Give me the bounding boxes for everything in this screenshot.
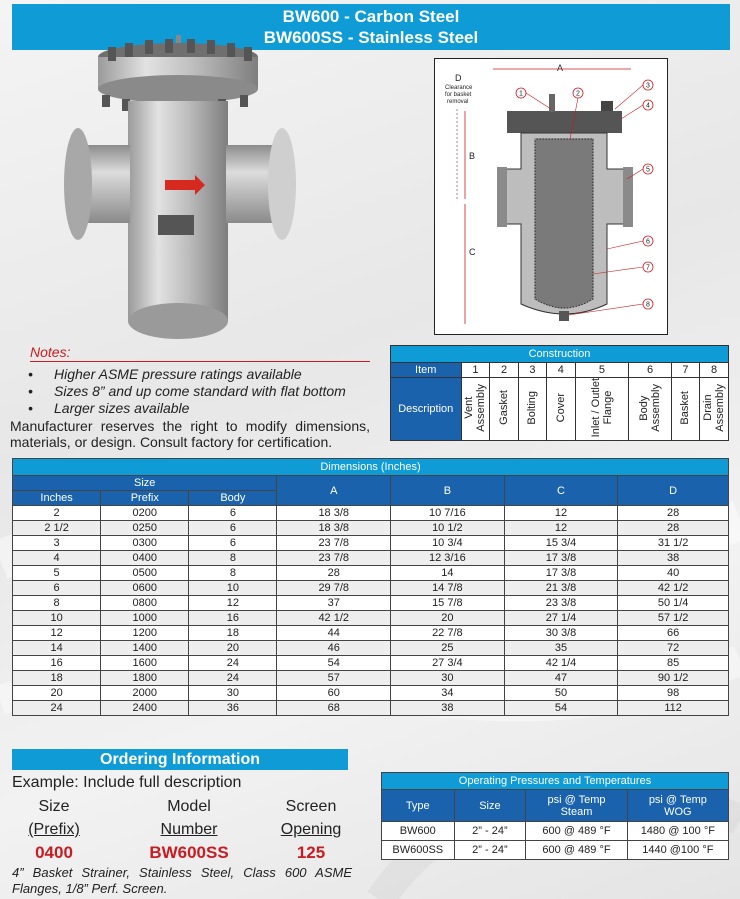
ordering-section [12, 749, 362, 897]
callout-7: 7 [646, 264, 650, 272]
construction-desc: Drain Assembly [702, 383, 727, 432]
dimension-cell: 20 [13, 686, 101, 701]
dimension-cell: 15 3/4 [504, 536, 618, 551]
dimension-cell: 57 1/2 [618, 611, 729, 626]
construction-item-label: Item [391, 363, 462, 378]
notes-list [10, 366, 380, 417]
dimension-cell: 1200 [101, 626, 189, 641]
dimension-cell: 37 [277, 596, 391, 611]
dimension-cell: 12 [504, 506, 618, 521]
dimension-row [13, 521, 729, 536]
callout-1: 1 [519, 90, 523, 98]
dimension-cell: 24 [189, 656, 277, 671]
notes-section [10, 344, 380, 450]
ordering-col-screen [276, 795, 346, 864]
callout-2: 2 [576, 90, 580, 98]
diagram-label-b: B [469, 151, 476, 161]
dimension-cell: 10 1/2 [391, 521, 505, 536]
dimension-cell: 20 [189, 641, 277, 656]
col-d-header: D [618, 476, 729, 506]
dimension-cell: 68 [277, 701, 391, 716]
dimension-cell: 5 [13, 566, 101, 581]
dimension-cell: 0200 [101, 506, 189, 521]
op-cell: BW600 [382, 822, 455, 841]
note-item: • Higher ASME pressure ratings available [28, 366, 380, 383]
ordering-col-size [12, 795, 96, 864]
op-temp-title: Operating Pressures and Temperatures [382, 773, 729, 790]
construction-desc-label: Description [391, 378, 462, 441]
ordering-col-sublabel: (Prefix) [28, 821, 80, 838]
dimension-cell: 34 [391, 686, 505, 701]
ordering-grid [12, 795, 362, 864]
dimension-cell: 2400 [101, 701, 189, 716]
dimension-cell: 23 7/8 [277, 551, 391, 566]
dimension-cell: 6 [189, 506, 277, 521]
dimension-cell: 2000 [101, 686, 189, 701]
diagram-label-d: D [455, 73, 462, 83]
dimension-cell: 18 3/8 [277, 506, 391, 521]
op-size-header: Size [454, 790, 526, 822]
op-cell: 1440 @100 °F [627, 841, 728, 860]
construction-item-num: 8 [700, 363, 729, 378]
construction-item-num: 6 [629, 363, 671, 378]
dimension-cell: 15 7/8 [391, 596, 505, 611]
dimension-row [13, 581, 729, 596]
dimension-row [13, 611, 729, 626]
dimension-cell: 66 [618, 626, 729, 641]
dimension-cell: 0800 [101, 596, 189, 611]
diagram-drawing [435, 59, 667, 334]
diagram-label-a: A [557, 63, 564, 73]
disclaimer: Manufacturer reserves the right to modify dimensions, materials, or design. Consult factory for certification. [10, 418, 370, 450]
ordering-col-sublabel: Number [160, 821, 218, 838]
dimension-cell: 38 [618, 551, 729, 566]
callout-8: 8 [646, 301, 650, 309]
construction-table [390, 345, 729, 441]
ordering-col-value: 0400 [35, 843, 73, 862]
dimension-row [13, 671, 729, 686]
dimension-cell: 28 [618, 521, 729, 536]
dimension-cell: 8 [189, 551, 277, 566]
dimension-cell: 1800 [101, 671, 189, 686]
dimension-cell: 10 7/16 [391, 506, 505, 521]
dimension-cell: 0300 [101, 536, 189, 551]
construction-item-num: 2 [490, 363, 518, 378]
ordering-col-value: BW600SS [149, 843, 229, 862]
svg-text:for basket: for basket [445, 92, 472, 98]
ordering-col-value: 125 [296, 843, 326, 862]
svg-text:removal: removal [447, 99, 469, 105]
dimension-cell: 8 [13, 596, 101, 611]
dimension-cell: 30 [189, 686, 277, 701]
dimension-row [13, 536, 729, 551]
diagram-label-c: C [469, 247, 476, 257]
dimension-row [13, 566, 729, 581]
construction-desc: Gasket [498, 390, 511, 426]
dimension-cell: 12 [189, 596, 277, 611]
note-item: • Larger sizes available [28, 400, 380, 417]
ordering-col-label: Screen [285, 798, 337, 815]
callout-3: 3 [646, 82, 650, 90]
dimension-row [13, 596, 729, 611]
dimension-cell: 28 [618, 506, 729, 521]
dimension-cell: 54 [277, 656, 391, 671]
dimension-cell: 18 [189, 626, 277, 641]
dimension-cell: 72 [618, 641, 729, 656]
dimension-cell: 22 7/8 [391, 626, 505, 641]
dimension-cell: 85 [618, 656, 729, 671]
dimension-cell: 18 [13, 671, 101, 686]
ordering-col-label: Size [38, 798, 70, 815]
dimension-cell: 24 [13, 701, 101, 716]
title-line-2: BW600SS - Stainless Steel [263, 28, 479, 47]
construction-item-num: 1 [461, 363, 490, 378]
dimension-cell: 3 [13, 536, 101, 551]
dimension-cell: 0400 [101, 551, 189, 566]
dimension-cell: 28 [277, 566, 391, 581]
dimensions-body [13, 506, 729, 716]
dimension-cell: 27 1/4 [504, 611, 618, 626]
dimension-cell: 40 [618, 566, 729, 581]
dimension-cell: 4 [13, 551, 101, 566]
construction-desc: Cover [554, 392, 567, 423]
dimension-cell: 0250 [101, 521, 189, 536]
dimension-cell: 12 [13, 626, 101, 641]
dimension-cell: 6 [13, 581, 101, 596]
operating-pressures-table [381, 772, 729, 860]
op-wog-header: psi @ Temp WOG [627, 790, 728, 822]
ordering-example: Example: Include full description [12, 774, 242, 791]
dimension-cell: 54 [504, 701, 618, 716]
dimension-cell: 42 1/4 [504, 656, 618, 671]
dimension-cell: 35 [504, 641, 618, 656]
dimension-row [13, 641, 729, 656]
dimension-cell: 1000 [101, 611, 189, 626]
dimension-cell: 50 [504, 686, 618, 701]
dimension-cell: 30 [391, 671, 505, 686]
dimension-cell: 29 7/8 [277, 581, 391, 596]
op-cell: BW600SS [382, 841, 455, 860]
dimension-cell: 14 [13, 641, 101, 656]
dimension-cell: 46 [277, 641, 391, 656]
op-cell: 600 @ 489 °F [526, 841, 627, 860]
note-item: • Sizes 8” and up come standard with flat bottom [28, 383, 380, 400]
dimension-cell: 36 [189, 701, 277, 716]
dimension-cell: 21 3/8 [504, 581, 618, 596]
title-line-1: BW600 - Carbon Steel [282, 7, 460, 26]
op-cell: 1480 @ 100 °F [627, 822, 728, 841]
ordering-col-label: Model [167, 798, 211, 815]
callout-4: 4 [646, 102, 650, 110]
dimensions-title: Dimensions (Inches) [13, 459, 729, 476]
dimension-cell: 8 [189, 566, 277, 581]
dimension-cell: 112 [618, 701, 729, 716]
dimension-cell: 27 3/4 [391, 656, 505, 671]
construction-desc: Bolting [526, 390, 539, 425]
op-cell: 2” - 24” [454, 822, 526, 841]
ordering-col-sublabel: Opening [280, 821, 342, 838]
dimension-row [13, 701, 729, 716]
inches-header: Inches [13, 491, 101, 506]
dimension-cell: 0500 [101, 566, 189, 581]
dimension-cell: 12 [504, 521, 618, 536]
dimension-cell: 25 [391, 641, 505, 656]
dimension-cell: 12 3/16 [391, 551, 505, 566]
dimension-cell: 6 [189, 521, 277, 536]
ordering-title: Ordering Information [12, 749, 348, 770]
dimension-cell: 14 7/8 [391, 581, 505, 596]
dimension-row [13, 506, 729, 521]
ordering-description: 4” Basket Strainer, Stainless Steel, Class 600 ASME Flanges, 1/8” Perf. Screen. [12, 865, 352, 896]
dimension-cell: 18 3/8 [277, 521, 391, 536]
body-header: Body [189, 491, 277, 506]
dimension-row [13, 686, 729, 701]
col-a-header: A [277, 476, 391, 506]
callout-6: 6 [646, 238, 650, 246]
dimension-cell: 50 1/4 [618, 596, 729, 611]
ordering-col-model [116, 795, 262, 864]
callout-5: 5 [646, 166, 650, 174]
dimension-cell: 38 [391, 701, 505, 716]
construction-item-num: 5 [575, 363, 629, 378]
dimension-cell: 42 1/2 [277, 611, 391, 626]
construction-item-num: 4 [547, 363, 575, 378]
size-header: Size [13, 476, 277, 491]
dimension-cell: 60 [277, 686, 391, 701]
col-c-header: C [504, 476, 618, 506]
dimension-cell: 1600 [101, 656, 189, 671]
dimension-cell: 90 1/2 [618, 671, 729, 686]
dimensions-table [12, 458, 729, 716]
dimension-cell: 17 3/8 [504, 566, 618, 581]
dimension-cell: 23 3/8 [504, 596, 618, 611]
dimension-cell: 0600 [101, 581, 189, 596]
dimension-cell: 44 [277, 626, 391, 641]
dimension-cell: 10 3/4 [391, 536, 505, 551]
dimension-cell: 1400 [101, 641, 189, 656]
dimension-cell: 14 [391, 566, 505, 581]
dimension-cell: 42 1/2 [618, 581, 729, 596]
construction-desc: Vent Assembly [463, 383, 488, 432]
svg-text:Clearance: Clearance [445, 85, 473, 91]
dimension-cell: 16 [189, 611, 277, 626]
dimension-row [13, 551, 729, 566]
dimension-cell: 31 1/2 [618, 536, 729, 551]
dimension-cell: 20 [391, 611, 505, 626]
dimension-cell: 2 [13, 506, 101, 521]
dimension-cell: 10 [13, 611, 101, 626]
dimension-cell: 30 3/8 [504, 626, 618, 641]
col-b-header: B [391, 476, 505, 506]
dimension-cell: 23 7/8 [277, 536, 391, 551]
dimension-cell: 57 [277, 671, 391, 686]
dimension-cell: 24 [189, 671, 277, 686]
construction-desc: Inlet / Outlet Flange [589, 378, 614, 438]
dimension-cell: 6 [189, 536, 277, 551]
op-cell: 600 @ 489 °F [526, 822, 627, 841]
op-type-header: Type [382, 790, 455, 822]
construction-item-num: 3 [518, 363, 546, 378]
dimension-cell: 47 [504, 671, 618, 686]
dimension-cell: 16 [13, 656, 101, 671]
op-steam-header: psi @ Temp Steam [526, 790, 627, 822]
dimension-cell: 17 3/8 [504, 551, 618, 566]
dimension-row [13, 626, 729, 641]
prefix-header: Prefix [101, 491, 189, 506]
clearance-note [445, 85, 473, 105]
dimension-cell: 2 1/2 [13, 521, 101, 536]
cross-section-diagram [434, 58, 668, 335]
construction-title: Construction [391, 346, 729, 363]
construction-item-num: 7 [671, 363, 699, 378]
notes-title: Notes: [30, 344, 370, 362]
construction-desc: Body Assembly [638, 383, 663, 432]
strainer-photo [50, 35, 350, 345]
op-cell: 2” - 24” [454, 841, 526, 860]
dimension-cell: 98 [618, 686, 729, 701]
dimension-row [13, 656, 729, 671]
dimension-cell: 10 [189, 581, 277, 596]
construction-desc: Basket [679, 390, 692, 425]
